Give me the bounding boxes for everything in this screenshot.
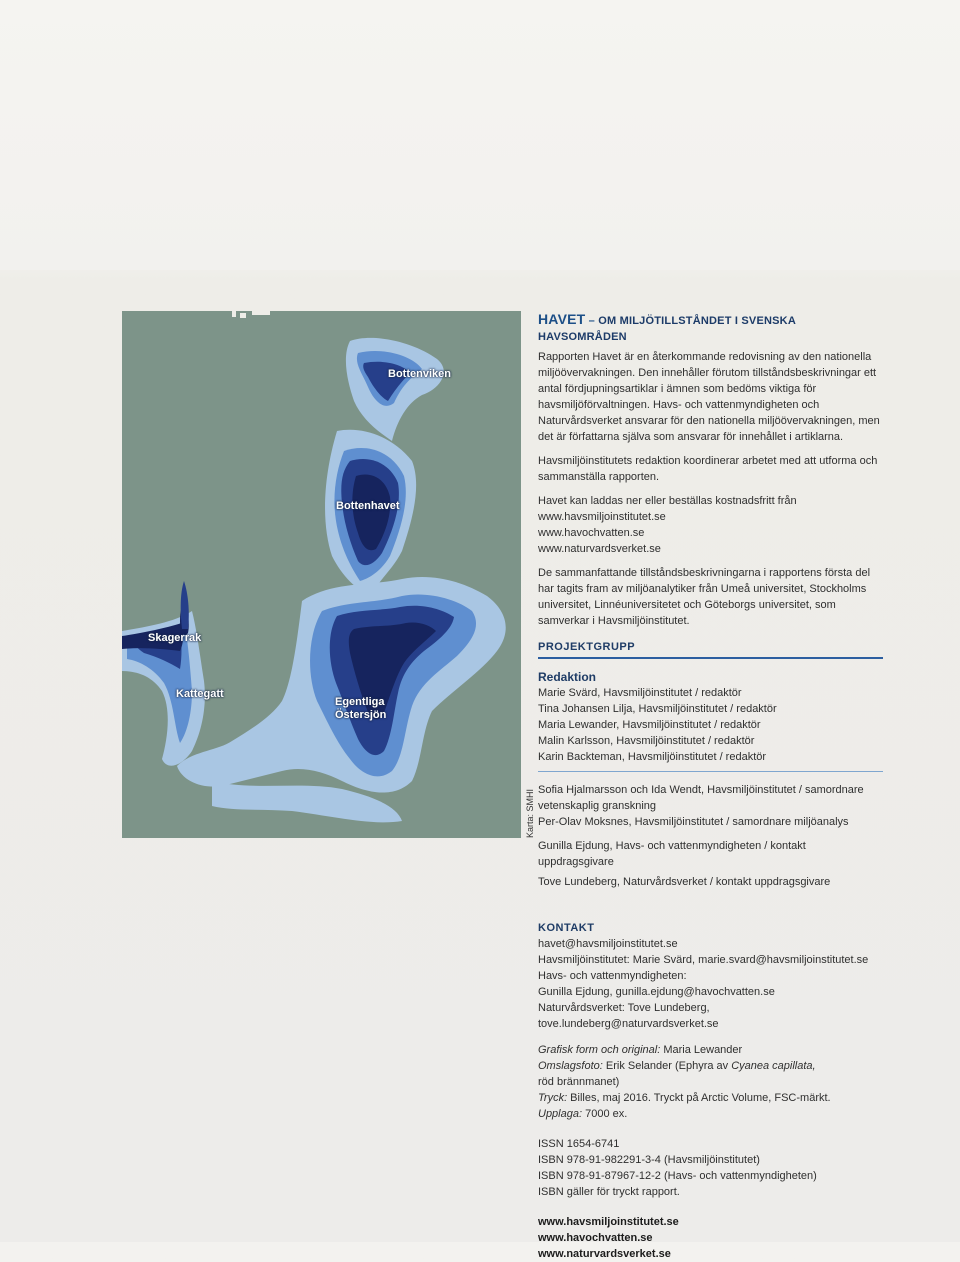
footer-links — [538, 1214, 883, 1262]
isbn-line: ISBN 978-91-87967-12-2 (Havs- och vattenmyndigheten) — [538, 1170, 817, 1182]
client-contacts — [538, 838, 883, 890]
footer-link-havochvatten[interactable]: www.havochvatten.se — [538, 1232, 653, 1244]
intro-paragraph-1: Rapporten Havet är en återkommande redovisning av den nationella miljöövervakningen. Den innehåller förutom tillståndsbeskrivningar ett antal fördjupningsartiklar i ämnen som bedöms viktiga för havsmiljöförvaltningen. Havs- och vattenmyndigheten och Naturvårdsverket ansvarar för den nationella miljöövervakningen, men det är författarna själva som ansvarar för innehållet i artiklarna. — [538, 351, 880, 443]
credit-tryck: Tryck: Billes, maj 2016. Tryckt på Arctic Volume, FSC-märkt. — [538, 1092, 831, 1104]
intro-links — [538, 509, 883, 557]
kontakt-email[interactable]: havet@havsmiljoinstitutet.se — [538, 938, 678, 950]
kontakt-line: Gunilla Ejdung, gunilla.ejdung@havochvatten.se — [538, 986, 775, 998]
redaktion-member: Karin Backteman, Havsmiljöinstitutet / redaktör — [538, 751, 767, 763]
isbn-line: ISBN 978-91-982291-3-4 (Havsmiljöinstitutet) — [538, 1154, 760, 1166]
isbn-note: ISBN gäller för tryckt rapport. — [538, 1186, 680, 1198]
credit-omslag-cont: röd brännmanet) — [538, 1076, 620, 1088]
footer-link-naturvardsverket[interactable]: www.naturvardsverket.se — [538, 1248, 671, 1260]
label-kattegatt: Kattegatt — [176, 688, 224, 700]
projektgrupp-heading: PROJEKTGRUPP — [538, 639, 883, 659]
coordinators-list — [538, 782, 883, 830]
divider — [538, 771, 883, 772]
production-credits — [538, 1042, 883, 1122]
intro-paragraph-2: Havsmiljöinstitutets redaktion koordinerar arbetet med att utforma och sammanställa rapporten. — [538, 455, 878, 483]
map-graphic — [122, 311, 521, 838]
link-havochvatten[interactable]: www.havochvatten.se — [538, 527, 645, 539]
redaktion-member: Maria Lewander, Havsmiljöinstitutet / redaktör — [538, 719, 761, 731]
redaktion-member: Tina Johansen Lilja, Havsmiljöinstitutet / redaktör — [538, 703, 777, 715]
link-naturvardsverket[interactable]: www.naturvardsverket.se — [538, 543, 661, 555]
kontakt-list — [538, 936, 883, 1032]
label-egentliga: Egentliga — [335, 696, 385, 708]
label-bottenviken: Bottenviken — [388, 368, 451, 380]
link-havsmiljoinstitutet[interactable]: www.havsmiljoinstitutet.se — [538, 511, 666, 523]
redaktion-member: Marie Svärd, Havsmiljöinstitutet / redaktör — [538, 687, 742, 699]
baltic-sea-map — [122, 311, 521, 838]
redaktion-heading: Redaktion — [538, 670, 597, 684]
coordinator: Sofia Hjalmarsson och Ida Wendt, Havsmiljöinstitutet / samordnare — [538, 784, 864, 796]
client-contact: Tove Lundeberg, Naturvårdsverket / kontakt uppdragsgivare — [538, 876, 831, 888]
footer-link-havsmiljoinstitutet[interactable]: www.havsmiljoinstitutet.se — [538, 1216, 679, 1228]
label-skagerrak: Skagerrak — [148, 632, 202, 644]
intro-paragraph-4: De sammanfattande tillståndsbeskrivningarna i rapportens första del har tagits fram av miljöanalytiker från Umeå universitet, Stockholms universitet, Linnéuniversitetet och Göteborgs universitet, som samverkar i Havsmiljöinstitutet. — [538, 567, 871, 627]
intro-paragraph-3: Havet kan laddas ner eller beställas kostnadsfritt från — [538, 495, 797, 507]
coordinator: Per-Olav Moksnes, Havsmiljöinstitutet / samordnare miljöanalys — [538, 816, 849, 828]
coordinator: vetenskaplig granskning — [538, 800, 657, 812]
colophon-column — [538, 311, 883, 1262]
credit-omslag: Omslagsfoto: Erik Selander (Ephyra av Cyanea capillata, — [538, 1060, 816, 1072]
issn: ISSN 1654-6741 — [538, 1138, 620, 1150]
label-ostersjon: Östersjön — [335, 709, 387, 721]
kontakt-heading: KONTAKT — [538, 922, 595, 934]
top-band — [0, 0, 960, 270]
kontakt-line: Naturvårdsverket: Tove Lundeberg, tove.lundeberg@naturvardsverket.se — [538, 1002, 719, 1030]
report-title: HAVET – OM MILJÖTILLSTÅNDET I SVENSKA HAVSOMRÅDEN — [538, 311, 796, 343]
label-bottenhavet: Bottenhavet — [336, 500, 400, 512]
kontakt-line: Havsmiljöinstitutet: Marie Svärd, marie.svard@havsmiljoinstitutet.se — [538, 954, 869, 966]
isbn-block — [538, 1136, 883, 1200]
redaktion-list — [538, 685, 883, 765]
client-contact: Gunilla Ejdung, Havs- och vattenmyndigheten / kontakt uppdragsgivare — [538, 840, 806, 868]
credit-upplaga: Upplaga: 7000 ex. — [538, 1108, 628, 1120]
credit-grafisk: Grafisk form och original: Maria Lewander — [538, 1044, 743, 1056]
redaktion-member: Malin Karlsson, Havsmiljöinstitutet / redaktör — [538, 735, 755, 747]
map-credit: Karta: SMHI — [525, 788, 535, 838]
kontakt-line: Havs- och vattenmyndigheten: — [538, 970, 687, 982]
